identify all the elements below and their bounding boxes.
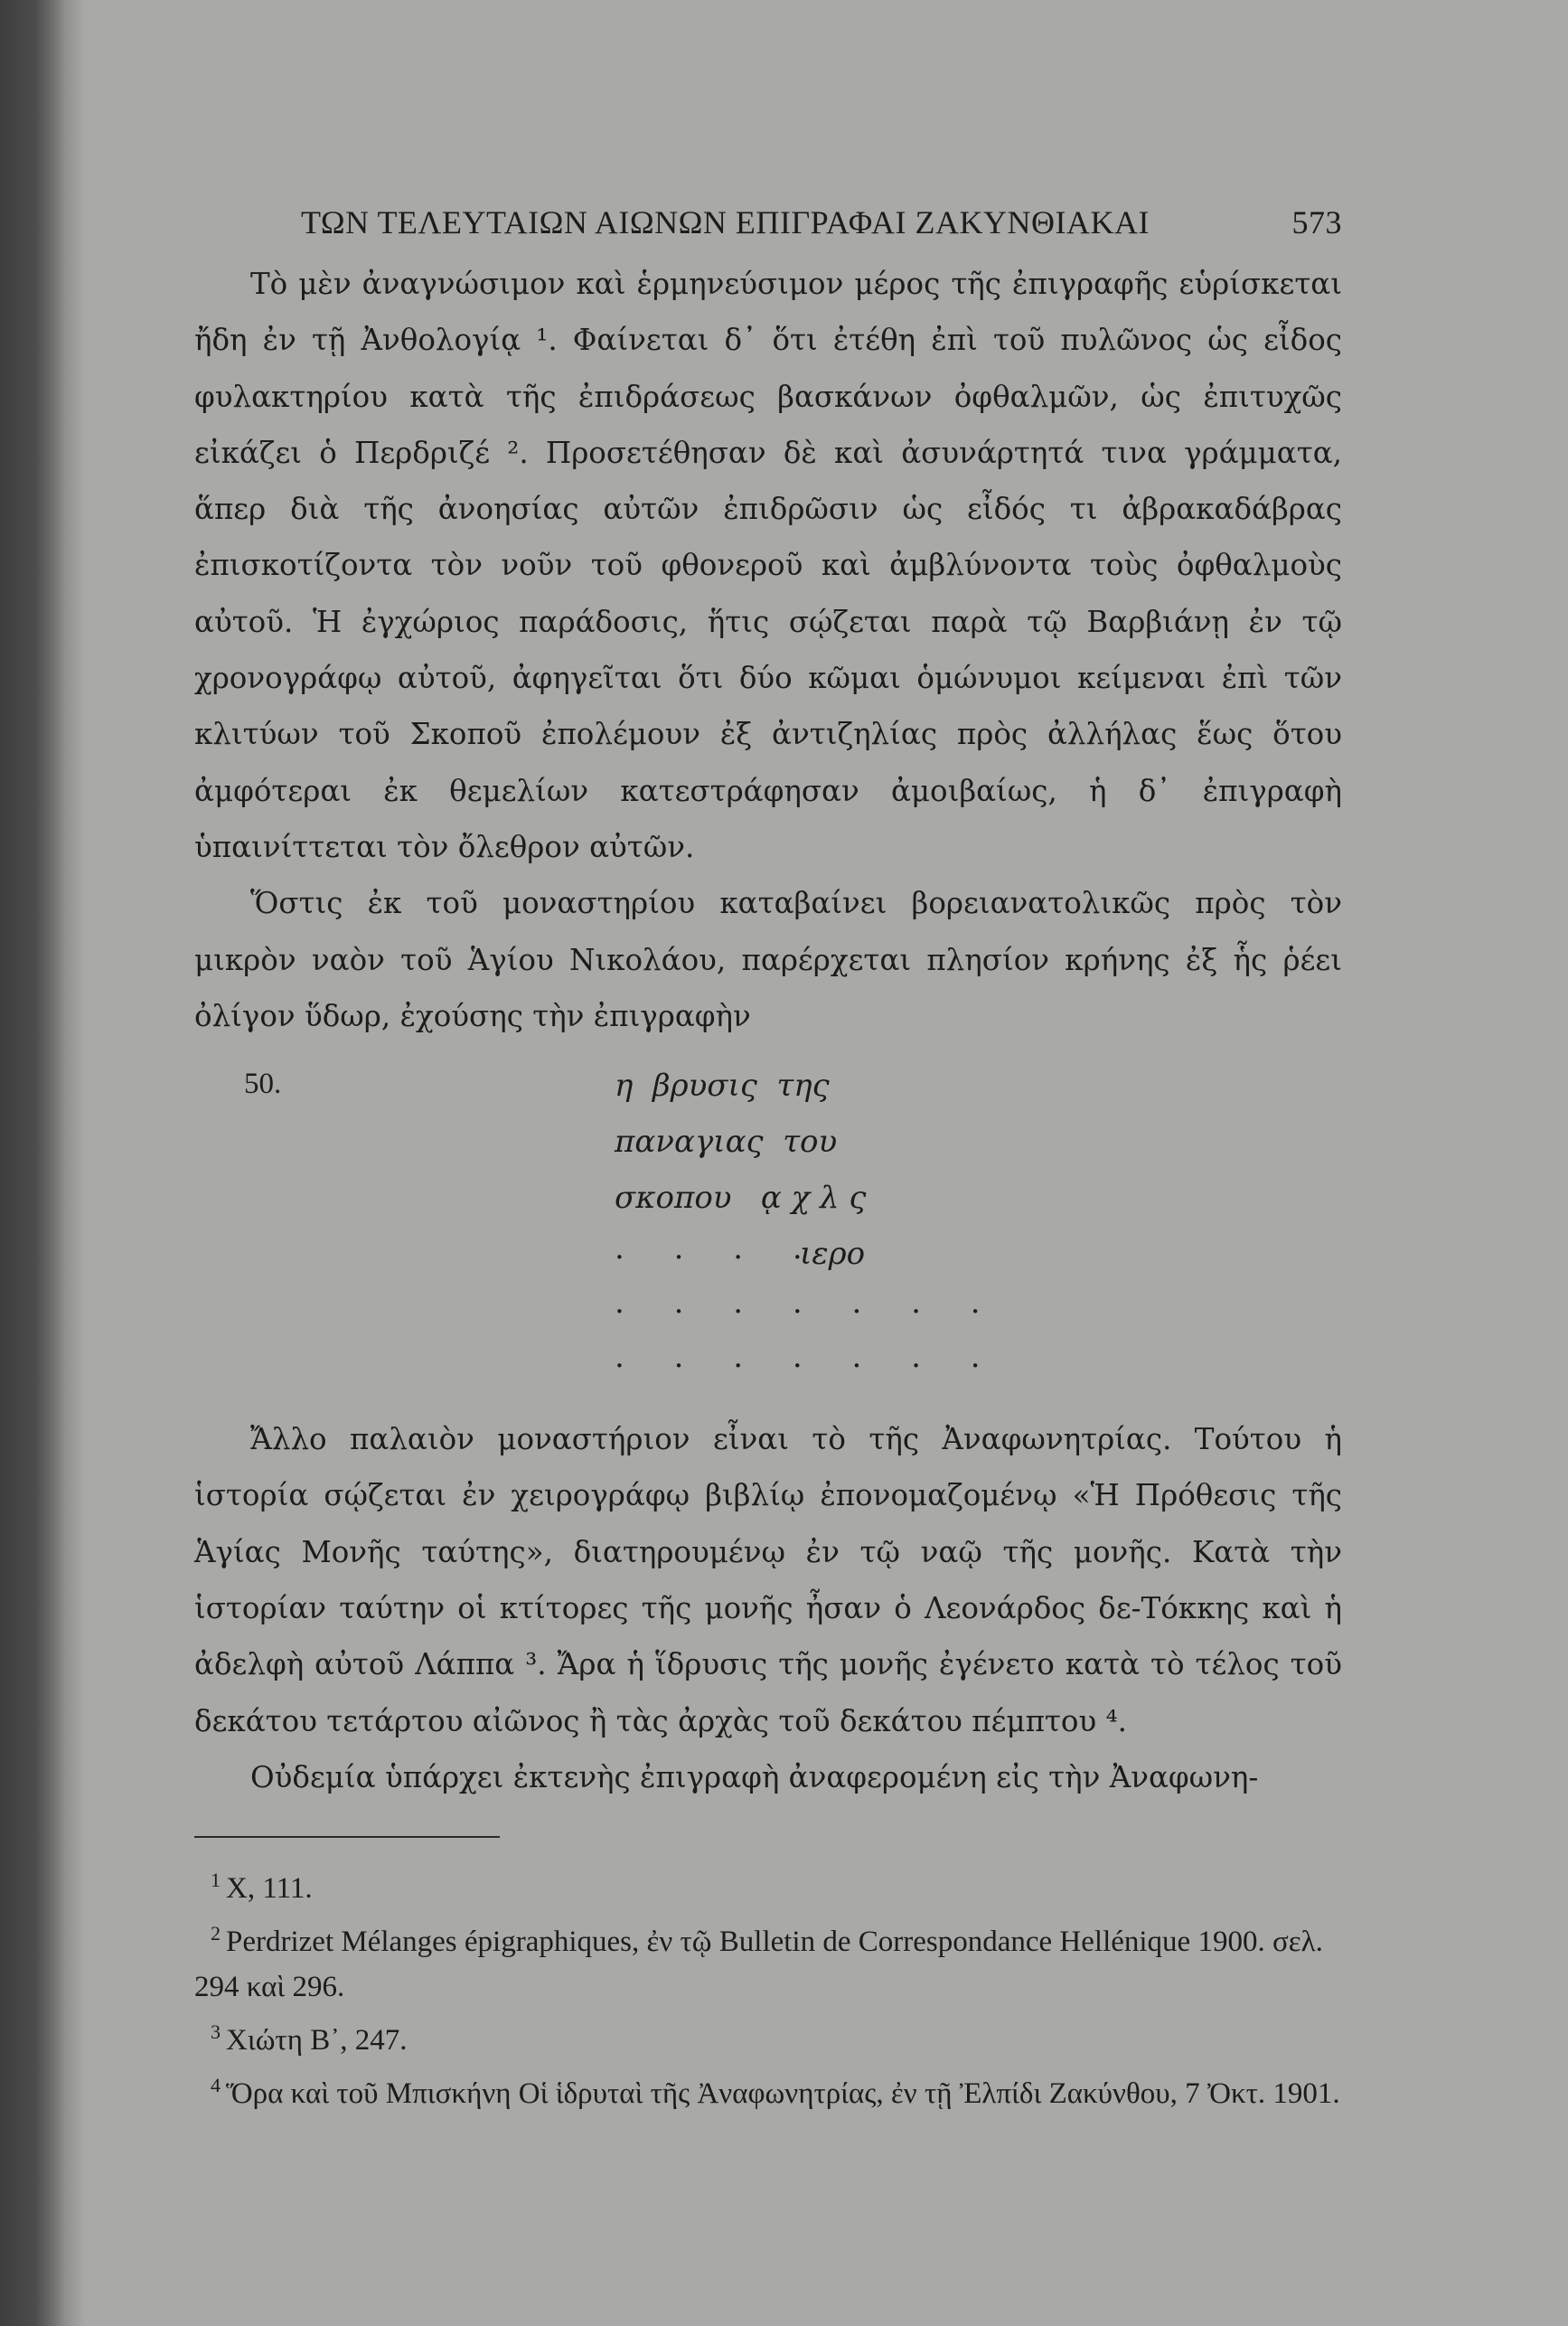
inscription-line-3: σκοπου ᾳ χ λ ς (615, 1180, 867, 1217)
footnote-2-text: Perdrizet Mélanges épigraphiques, ἐν τῷ Bulletin de Correspondance Hellénique 1900. σελ. 294 καὶ 296. (194, 1926, 1323, 2004)
footnotes (194, 1858, 1342, 2116)
paragraph-4: Οὐδεμία ὑπάρχει ἐκτενὴς ἐπιγραφὴ ἀναφερομένη εἰς τὴν Ἀναφωνη- (250, 1759, 1259, 1794)
inscription-line-1: η βρυσις της (615, 1068, 830, 1105)
page-number: 573 (1291, 204, 1342, 240)
footnote-1-text: Χ, 111. (226, 1872, 313, 1906)
page-gutter (65, 0, 85, 2326)
running-head (301, 203, 1342, 241)
inscription-line-2: παναγιας του (615, 1124, 838, 1161)
inscription-number: 50. (244, 1068, 282, 1101)
footnote-2-marker: 2 (211, 1922, 221, 1945)
paragraph-3: Ἄλλο παλαιὸν μοναστήριον εἶναι τὸ τῆς Ἀναφωνητρίας. Τούτου ἡ ἱστορία σῴζεται ἐν χειρογράφῳ βιβλίῳ ἐπονομαζομένῳ «Ἡ Πρόθεσις τῆς Ἁγίας Μονῆς ταύτης», διατηρουμένῳ ἐν τῷ ναῷ τῆς μονῆς. Κατὰ τὴν ἱστορίαν ταύτην οἱ κτίτορες τῆς μονῆς ἦσαν ὁ Λεονάρδος δε-Τόκκης καὶ ἡ ἀδελφὴ αὐτοῦ Λάππα ³. Ἄρα ἡ ἵδρυσις τῆς μονῆς ἐγένετο κατὰ τὸ τέλος τοῦ δεκάτου τετάρτου αἰῶνος ἢ τὰς ἀρχὰς τοῦ δεκάτου πέμπτου ⁴. (194, 1422, 1342, 1738)
footnote-3-marker: 3 (211, 2020, 221, 2044)
footnote-4 (194, 2063, 1342, 2116)
inscription-lacuna-row-2: . . . . . . . (615, 1339, 1000, 1376)
footnote-4-marker: 4 (211, 2074, 221, 2097)
running-head-title: ΤΩΝ ΤΕΛΕΥΤΑΙΩΝ ΑΙΩΝΩΝ ΕΠΙΓΡΑΦΑΙ ΖΑΚΥΝΘΙΑΚΑΙ (301, 204, 1150, 240)
footnote-1 (194, 1858, 1342, 1911)
paragraph-2: Ὅστις ἐκ τοῦ μοναστηρίου καταβαίνει βορειανατολικῶς πρὸς τὸν μικρὸν ναὸν τοῦ Ἁγίου Νικολάου, παρέρχεται πλησίον κρήνης ἐξ ἧς ῥέει ὀλίγον ὕδωρ, ἐχούσης τὴν ἐπιγραφὴν (194, 886, 1342, 1033)
footnote-3-text: Χιώτη Β᾽, 247. (226, 2024, 408, 2058)
paragraph-1: Τὸ μὲν ἀναγνώσιμον καὶ ἑρμηνεύσιμον μέρος τῆς ἐπιγραφῆς εὑρίσκεται ἤδη ἐν τῇ Ἀνθολογίᾳ ¹. Φαίνεται δ᾽ ὅτι ἐτέθη ἐπὶ τοῦ πυλῶνος ὡς εἶδος φυλακτηρίου κατὰ τῆς ἐπιδράσεως βασκάνων ὀφθαλμῶν, ὡς ἐπιτυχῶς εἰκάζει ὁ Περδριζέ ². Προσετέθησαν δὲ καὶ ἀσυνάρτητά τινα γράμματα, ἅπερ διὰ τῆς ἀνοησίας αὐτῶν ἐπιδρῶσιν ὡς εἶδός τι ἀβρακαδάβρας ἐπισκοτίζοντα τὸν νοῦν τοῦ φθονεροῦ καὶ ἀμβλύνοντα τοὺς ὀφθαλμοὺς αὐτοῦ. Ἡ ἐγχώριος παράδοσις, ἥτις σῴζεται παρὰ τῷ Βαρβιάνῃ ἐν τῷ χρονογράφῳ αὐτοῦ, ἀφηγεῖται ὅτι δύο κῶμαι ὁμώνυμοι κείμεναι ἐπὶ τῶν κλιτύων τοῦ Σκοποῦ ἐπολέμουν ἐξ ἀντιζηλίας πρὸς ἀλλήλας ἕως ὅτου ἀμφότεραι ἐκ θεμελίων κατεστράφησαν ἀμοιβαίως, ἡ δ᾽ ἐπιγραφὴ ὑπαινίττεται τὸν ὄλεθρον αὐτῶν. (194, 267, 1342, 864)
footnote-1-marker: 1 (211, 1869, 221, 1892)
footnote-2 (194, 1911, 1342, 2010)
book-page (194, 203, 1342, 2116)
footnote-separator (194, 1836, 500, 1838)
footnote-3 (194, 2010, 1342, 2063)
inscription-block (194, 1068, 1342, 1411)
inscription-lacuna-row-1: . . . . . . . (615, 1285, 1000, 1322)
inscription-line-4-dots: . . . . (615, 1230, 822, 1267)
book-binding-shadow (0, 0, 65, 2326)
inscription-line-4-text: ιερο (800, 1236, 866, 1273)
footnote-4-text: Ὅρα καὶ τοῦ Μπισκήνη Οἱ ἱδρυταὶ τῆς Ἀναφωνητρίας, ἐν τῇ Ἐλπίδι Ζακύνθου, 7 Ὀκτ. 1901. (226, 2077, 1340, 2111)
